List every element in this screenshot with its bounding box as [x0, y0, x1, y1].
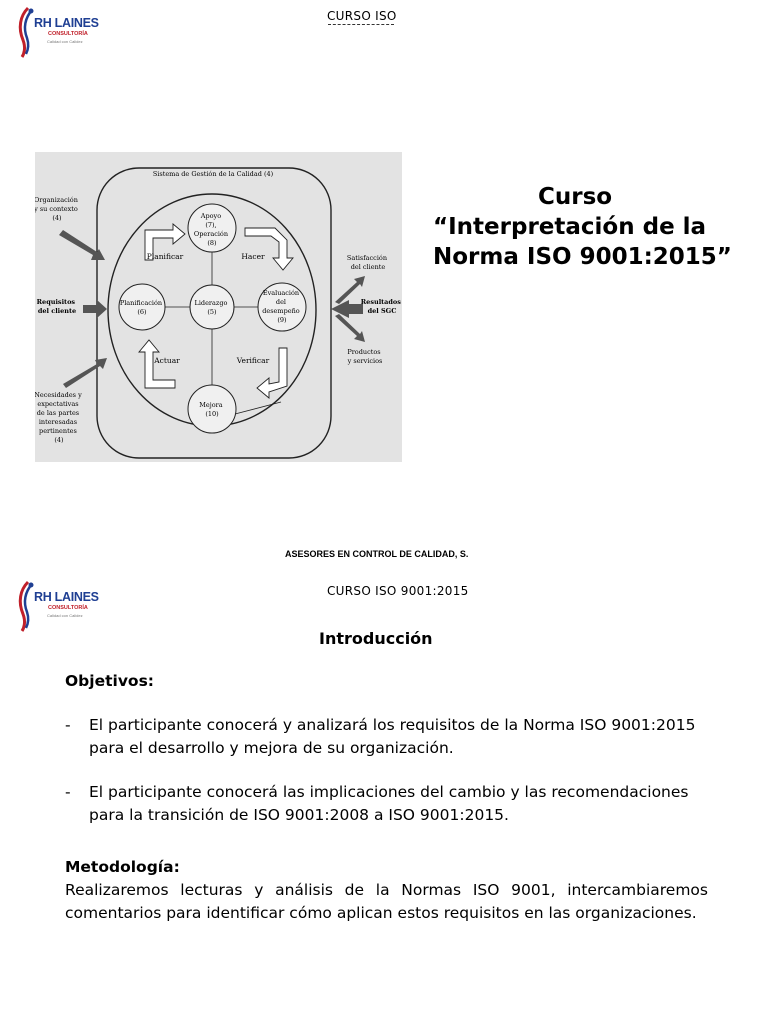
- company-logo-2: [14, 580, 104, 632]
- output-satisfaction-label: Satisfacción del cliente: [346, 254, 388, 271]
- node-apoyo-label: Apoyo (7), Operación (8): [193, 212, 229, 247]
- cycle-planificar: Planificar: [146, 252, 184, 261]
- cycle-verificar: Verificar: [236, 356, 270, 365]
- cycle-actuar: Actuar: [154, 356, 180, 365]
- logo-swoosh-icon: [14, 6, 44, 58]
- input-requirements-label: Requisitos del cliente: [36, 298, 77, 315]
- cycle-hacer: Hacer: [241, 252, 265, 261]
- company-logo: [14, 6, 104, 58]
- methodology-heading: Metodología:: [65, 858, 180, 876]
- node-planificacion-label: Planificación (6): [119, 299, 163, 316]
- node-liderazgo: [190, 285, 234, 329]
- logo-subtitle: CONSULTORÍA: [48, 31, 88, 37]
- node-mejora-label: Mejora (10): [199, 401, 223, 418]
- course-title-line-1: Curso: [538, 184, 613, 210]
- input-context-label: Organización y su contexto (4): [35, 196, 78, 222]
- company-footer: ASESORES EN CONTROL DE CALIDAD, S.: [285, 549, 469, 559]
- logo-tagline: Calidad con Calidez: [47, 39, 83, 44]
- course-title-line-2: “Interpretación de la: [433, 214, 707, 240]
- logo-brand: RH LAINES: [34, 590, 99, 604]
- logo-brand: RH LAINES: [34, 16, 99, 30]
- objective-text: El participante conocerá las implicaciones del cambio y las recomendaciones para la transición de ISO 9001:2008 a ISO 9001:2015.: [89, 783, 689, 824]
- section-title: Introducción: [319, 629, 433, 648]
- course-title: [430, 182, 732, 272]
- node-planificacion: [119, 284, 165, 330]
- objectives-heading: Objetivos:: [65, 672, 154, 690]
- sgc-frame-label: Sistema de Gestión de la Calidad (4): [152, 170, 274, 178]
- node-liderazgo-label: Liderazgo (5): [194, 299, 228, 316]
- page-header: CURSO ISO: [327, 9, 397, 23]
- objective-text: El participante conocerá y analizará los requisitos de la Norma ISO 9001:2015 para el desarrollo y mejora de su organización.: [89, 716, 696, 757]
- node-mejora: [188, 385, 236, 433]
- logo-tagline: Calidad con Calidez: [47, 613, 83, 618]
- header-underline: [328, 24, 394, 26]
- iso-process-diagram: [35, 152, 402, 462]
- course-title-line-3: Norma ISO 9001:2015”: [433, 244, 732, 270]
- input-stakeholders-label: Necesidades y expectativas de las partes interesadas pertinentes (4): [35, 391, 82, 444]
- output-results-label: Resultados del SGC: [360, 298, 401, 315]
- logo-swoosh-icon: [14, 580, 44, 632]
- bullet-mark: -: [65, 716, 71, 734]
- objective-item: [65, 714, 705, 762]
- output-products-label: Productos y servicios: [347, 348, 383, 365]
- logo-subtitle: CONSULTORÍA: [48, 605, 88, 611]
- bullet-mark: -: [65, 783, 71, 801]
- objective-item: [65, 781, 705, 829]
- methodology-text: Realizaremos lecturas y análisis de la Normas ISO 9001, intercambiaremos comentarios para identificar cómo aplican estos requisitos en las organizaciones.: [65, 881, 708, 922]
- node-evaluacion-label: Evaluación del desempeño (9): [262, 289, 300, 324]
- page-header-2: CURSO ISO 9001:2015: [327, 584, 469, 598]
